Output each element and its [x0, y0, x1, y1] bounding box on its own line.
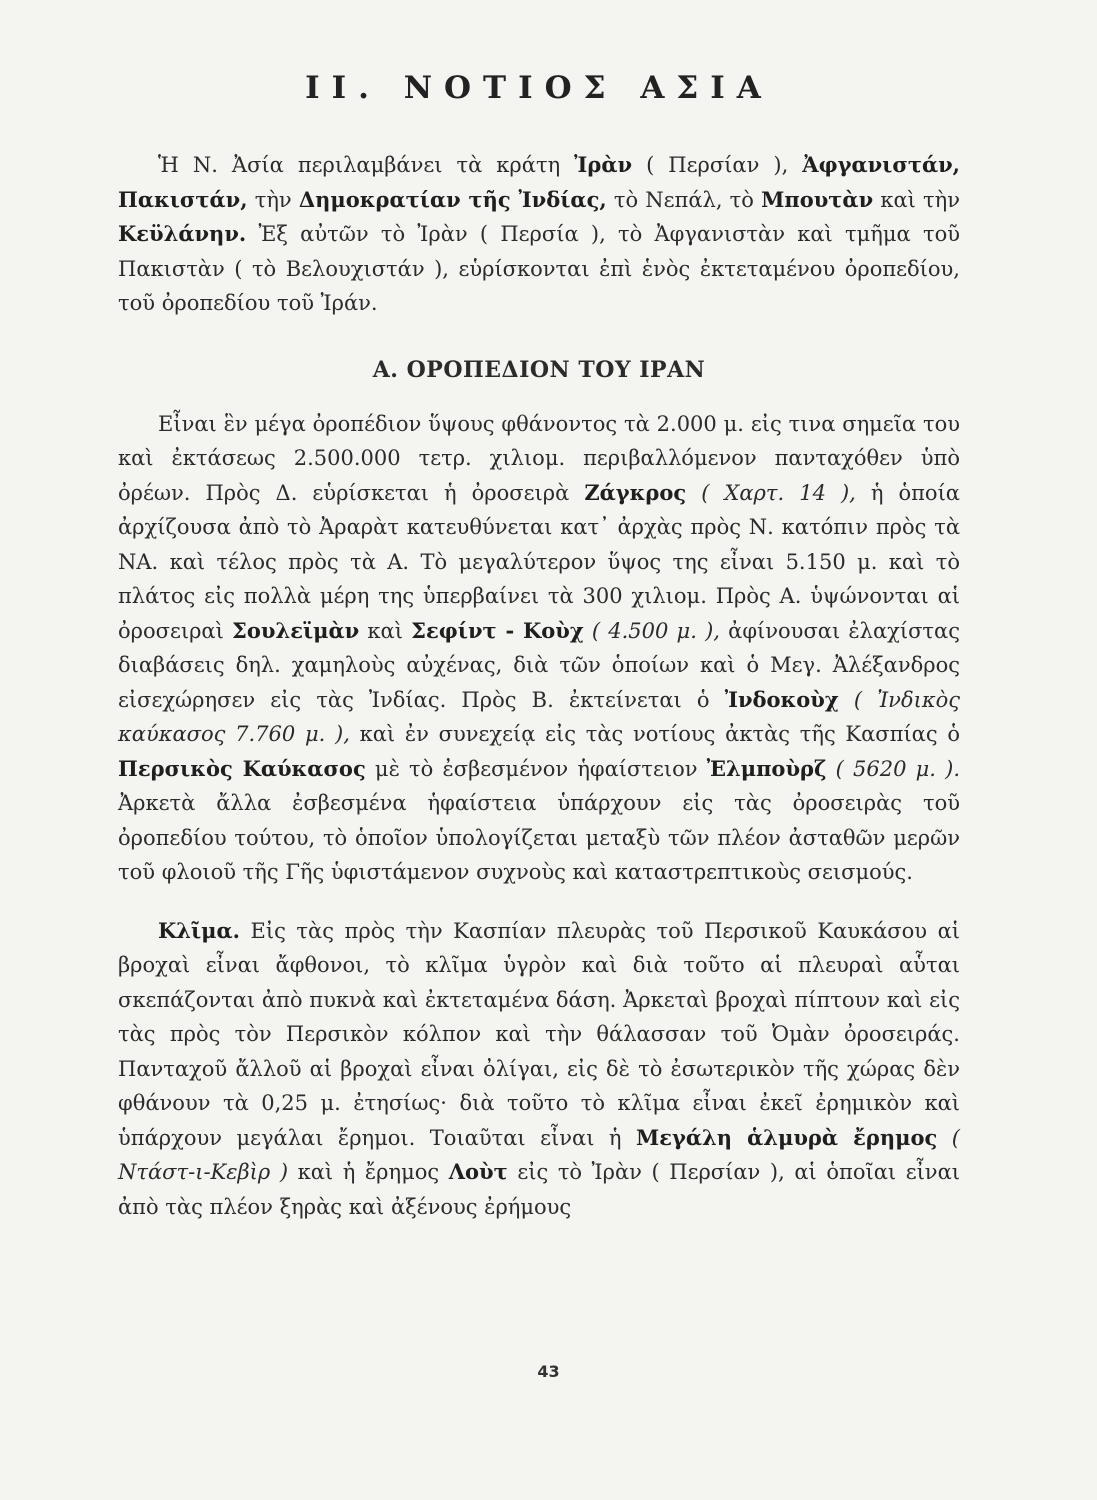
bold-term: Ἀφγανιστάν, Πακιστάν,: [118, 152, 960, 212]
text-run: Ἡ Ν. Ἀσία περιλαμβάνει τὰ κράτη: [158, 153, 575, 177]
text-run: εἰς τὸ Ἰρὰν ( Περσίαν ), αἱ ὁποῖαι εἶναι ἀπὸ τὰς πλέον ξηρὰς καὶ ἀξένους ἐρήμους: [118, 1160, 960, 1219]
text-run: καὶ ἐν συνεχείᾳ εἰς τὰς νοτίους ἀκτὰς τῆς Κασπίας ὁ: [349, 722, 960, 746]
bold-term: Λοὺτ: [448, 1159, 508, 1184]
italic-ref: ( Ντάστ-ι-Κεβὶρ ): [118, 1125, 960, 1184]
bold-term: Ζάγκρος: [584, 479, 687, 505]
bold-term: Σεφίντ - Κοὺχ: [411, 617, 584, 643]
bold-term: Ἐλμποὺρζ: [706, 755, 827, 781]
bold-term: Περσικὸς Καύκασος: [118, 755, 366, 781]
text-run: ἡ ὁποία ἀρχίζουσα ἀπὸ τὸ Ἀραρὰτ κατευθύνεται κατ᾽ ἀρχὰς πρὸς Ν. κατόπιν πρὸς τὰ ΝΑ. καὶ τέλος πρὸς τὰ Α. Τὸ μεγαλύτερον ὕψος της εἶναι 5.150 μ. καὶ τὸ πλάτος εἰς πολλὰ μέρη της ὑπερβαίνει τὰ 300 χιλιομ. Πρὸς Α. ὑψώνονται αἱ ὀροσειραὶ: [118, 480, 960, 643]
text-run: τὸ Νεπάλ, τὸ: [606, 187, 762, 212]
bold-term: Ἰνδοκοὺχ: [724, 686, 839, 712]
bold-term: Ἰρὰν: [574, 152, 633, 177]
text-run: μὲ τὸ ἐσβεσμένον ἡφαίστειον: [365, 756, 707, 781]
chapter-title: II. ΝΟΤΙΟΣ ΑΣΙΑ: [305, 70, 773, 106]
climate-paragraph: [118, 914, 960, 1225]
italic-ref: ( Ἰνδικὸς καύκασος 7.760 μ. ),: [118, 687, 960, 746]
text-run: καὶ τὴν: [873, 187, 960, 212]
text-run: Ἐξ αὐτῶν τὸ Ἰρὰν ( Περσία ), τὸ Ἀφγανιστὰν καὶ τμῆμα τοῦ Πακιστὰν ( τὸ Βελουχιστάν ), εὑρίσκονται ἐπὶ ἑνὸς ἐκτεταμένου ὀροπεδίου, τοῦ ὀροπεδίου τοῦ Ἰράν.: [118, 222, 960, 315]
italic-ref: ( 4.500 μ. ),: [583, 618, 720, 643]
intro-paragraph: [118, 148, 960, 321]
text-run: ἀφίνουσαι ἐλαχίστας διαβάσεις δηλ. χαμηλοὺς αὐχένας, διὰ τῶν ὁποίων καὶ ὁ Μεγ. Ἀλέξανδρος εἰσεχώρησεν εἰς τὰς Ἰνδίας. Πρὸς Β. ἐκτείνεται ὁ: [118, 618, 960, 712]
text-run: Ἀρκετὰ ἄλλα ἐσβεσμένα ἡφαίστεια ὑπάρχουν εἰς τὰς ὀροσειρὰς τοῦ ὀροπεδίου τούτου, τὸ ὁποῖον ὑπολογίζεται μεταξὺ τῶν πλέον ἀσταθῶν μερῶν τοῦ φλοιοῦ τῆς Γῆς ὑφιστάμενον συχνοὺς καὶ καταστρεπτικοὺς σεισμούς.: [118, 791, 960, 884]
plateau-paragraph: [118, 407, 960, 890]
bold-term: Μπουτὰν: [761, 186, 874, 212]
bold-term: Κεϋλάνην.: [118, 221, 247, 246]
bold-term: Σουλεϊμὰν: [232, 617, 360, 643]
climate-label: Κλῖμα.: [158, 917, 240, 943]
text-run: καὶ ἡ ἔρημος: [288, 1160, 449, 1184]
text-run: ( Περσίαν ),: [632, 153, 803, 177]
bold-term: Μεγάλη ἁλμυρὰ ἔρημος: [635, 1124, 938, 1150]
italic-ref: ( 5620 μ. ).: [826, 756, 961, 781]
page-content: [118, 70, 960, 1224]
bold-term: Δημοκρατίαν τῆς Ἰνδίας,: [298, 186, 607, 212]
page-number: 43: [537, 1362, 560, 1381]
section-heading: Α. ΟΡΟΠΕΔΙΟΝ ΤΟΥ ΙΡΑΝ: [372, 356, 706, 383]
text-run: Εἰς τὰς πρὸς τὴν Κασπίαν πλευρὰς τοῦ Περσικοῦ Καυκάσου αἱ βροχαὶ εἶναι ἄφθονοι, τὸ κλῖμα ὑγρὸν καὶ διὰ τοῦτο αἱ πλευραὶ αὗται σκεπάζονται ἀπὸ πυκνὰ καὶ ἐκτεταμένα δάση. Ἀρκεταὶ βροχαὶ πίπτουν καὶ εἰς τὰς πρὸς τὸν Περσικὸν κόλπον καὶ τὴν θάλασσαν τοῦ Ὀμὰν ὀροσειράς. Πανταχοῦ ἄλλοῦ αἱ βροχαὶ εἶναι ὀλίγαι, εἰς δὲ τὸ ἐσωτερικὸν τῆς χώρας δὲν φθάνουν τὰ 0,25 μ. ἐτησίως· διὰ τοῦτο τὸ κλῖμα εἶναι ἐκεῖ ἐρημικὸν καὶ ὑπάρχουν μεγάλαι ἔρημοι. Τοιαῦται εἶναι ἡ: [118, 918, 960, 1150]
text-run: Εἶναι ἓν μέγα ὀροπέδιον ὕψους φθάνοντος τὰ 2.000 μ. εἰς τινα σημεῖα του καὶ ἐκτάσεως 2.500.000 τετρ. χιλιομ. περιβαλλόμενον πανταχόθεν ὑπὸ ὀρέων. Πρὸς Δ. εὑρίσκεται ἡ ὀροσειρὰ: [118, 411, 960, 505]
text-run: τὴν: [247, 187, 299, 212]
italic-ref: ( Χαρτ. 14 ),: [686, 480, 856, 505]
text-run: καὶ: [359, 618, 412, 643]
